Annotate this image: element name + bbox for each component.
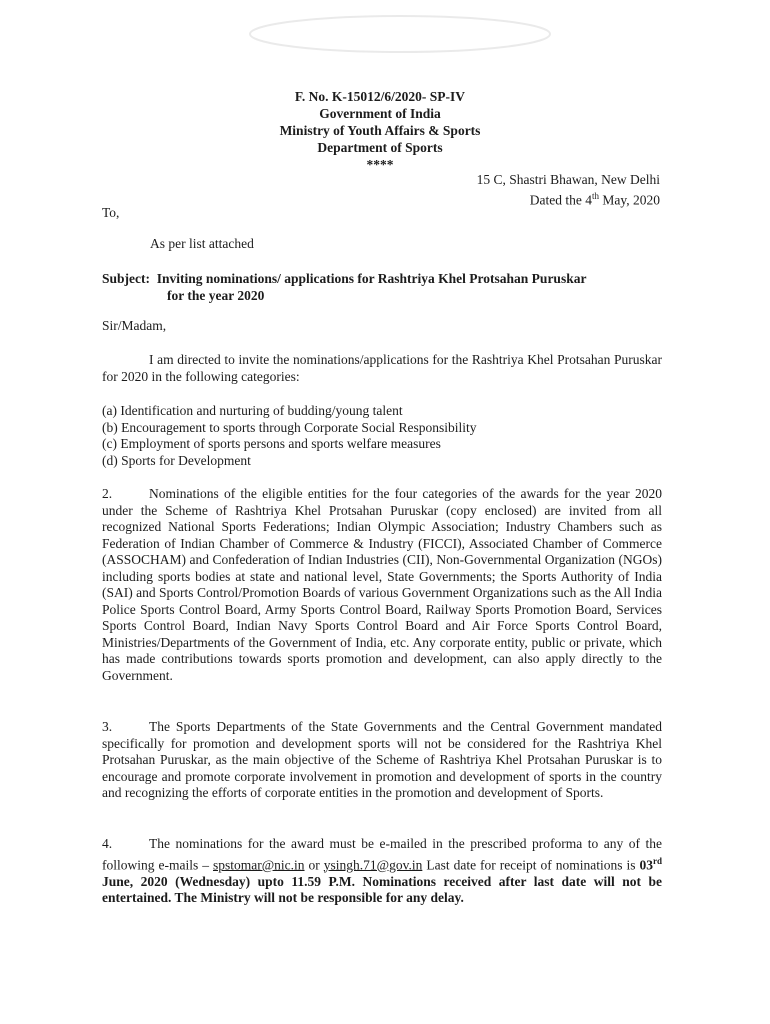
file-number: F. No. K-15012/6/2020- SP-IV — [294, 89, 466, 104]
header-stars: **** — [366, 157, 394, 172]
sender-address — [477, 171, 660, 209]
email-link-1[interactable]: spstomar@nic.in — [212, 857, 305, 872]
to-label: To, — [102, 205, 120, 220]
category-list — [102, 403, 477, 469]
letter-header — [0, 88, 760, 173]
subject-label: Subject: — [102, 271, 150, 286]
subject-line-2: for the year 2020 — [167, 288, 265, 303]
paragraph-number: 2. — [102, 486, 113, 501]
category-item: (a) Identification and nurturing of budding/young talent — [102, 403, 403, 418]
email-link-2[interactable]: ysingh.71@gov.in — [323, 857, 423, 872]
paragraph-number: 4. — [102, 836, 113, 851]
address-line: 15 C, Shastri Bhawan, New Delhi — [476, 172, 660, 187]
subject-block — [102, 270, 662, 304]
category-item: (d) Sports for Development — [102, 452, 251, 468]
paragraph-3: 3. The Sports Departments of the State Governments and the Central Government mandated specifically for promotion and development sports will not be considered for the Rashtriya Khel Protsahan Puruskar, as the main objective of the Scheme of Rashtriya Khel Protsahan Puruskar is to encourage and promote corporate involvement in promotion and development of sports in the country and recognizing the efforts of corporate entities in the promotion and development of Sports. — [102, 719, 662, 800]
category-item: (b) Encouragement to sports through Corporate Social Responsibility — [102, 419, 477, 435]
paragraph-2: 2. Nominations of the eligible entities for the four categories of the awards for the year 2020 under the Scheme of Rashtriya Khel Protsahan Puruskar (copy enclosed) are invited from all recognized National Sports Federations; Indian Olympic Association; Industry Chambers such as Federation of Indian Chamber of Commerce & Industry (FICCI), Associated Chamber of Commerce (ASSOCHAM) and Confederation of Indian Industries (CII), Non-Governmental Organization (NGOs) including sports bodies at state and national level, State Governments; the Sports Authority of India (SAI) and Sports Control/Promotion Boards of various Government Organizations such as the All India Police Sports Control Board, Army Sports Control Board, Railway Sports Promotion Board, Services Sports Control Board, Indian Navy Sports Control Board and Air Force Sports Control Board, Ministries/Departments of the Government of India, etc. Any corporate entity, public or private, which has made contributions towards sports promotion and development, can also apply directly to the Government. — [102, 486, 662, 683]
paragraph-4: 4. The nominations for the award must be e-mailed in the prescribed proforma to any of the following e-mails – spstomar@nic.in or ysingh.71@gov.in Last date for receipt of nominations is 03rd June, 2020 (Wednesday) upto 11.59 P.M. Nominations received after last date will not be entertained. The Ministry will not be responsible for any delay. — [102, 836, 663, 905]
department-name: Department of Sports — [317, 140, 443, 155]
category-item: (c) Employment of sports persons and sports welfare measures — [102, 436, 441, 451]
paragraph-1: I am directed to invite the nominations/applications for the Rashtriya Khel Protsahan Puruskar for 2020 in the following categories: — [102, 352, 662, 384]
letter-date: Dated the 4th May, 2020 — [529, 191, 660, 208]
recipients-note: As per list attached — [150, 236, 254, 251]
salutation: Sir/Madam, — [102, 318, 167, 333]
ministry-name: Ministry of Youth Affairs & Sports — [279, 123, 481, 138]
subject-line-1: Inviting nominations/ applications for Rashtriya Khel Protsahan Puruskar — [156, 271, 587, 286]
paragraph-number: 3. — [102, 719, 113, 734]
faint-stamp-mark — [240, 12, 560, 57]
government-name: Government of India — [319, 106, 441, 121]
